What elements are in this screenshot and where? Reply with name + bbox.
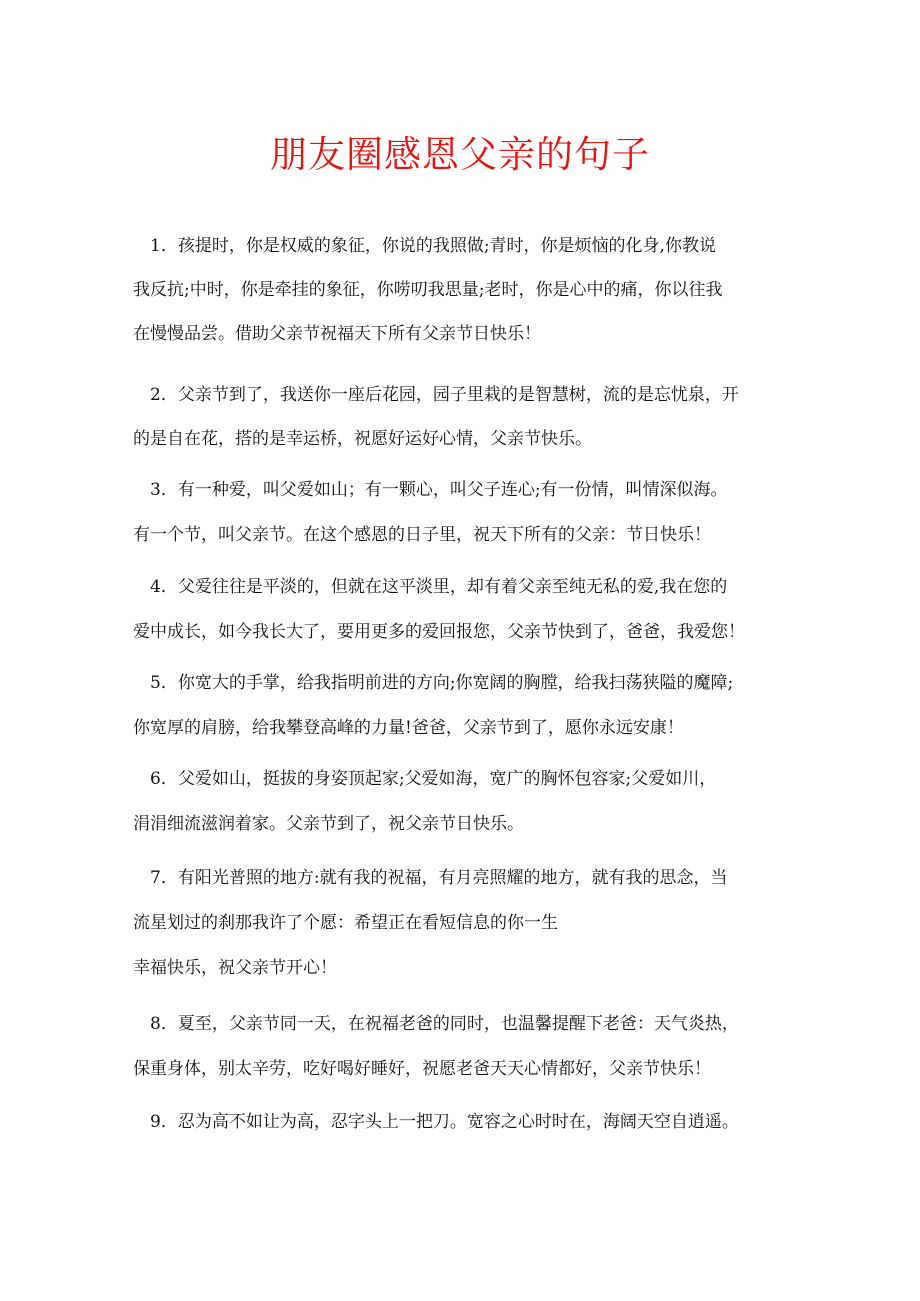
list-item-8	[133, 1014, 803, 1079]
list-item-7	[133, 868, 803, 978]
document-title: 朋友圈感恩父亲的句子	[270, 133, 650, 176]
item-8-line-1: 8．夏至，父亲节同一天，在祝福老爸的同时，也温馨提醒下老爸：天气炎热，	[133, 1014, 739, 1034]
item-2-line-2: 的是自在花，搭的是幸运桥，祝愿好运好心情，父亲节快乐。	[133, 429, 592, 449]
item-1-line-2: 我反抗;中时，你是牵挂的象征，你唠叨我思量;老时，你是心中的痛，你以往我	[133, 280, 723, 300]
list-item-2	[133, 385, 803, 449]
item-4-line-1: 4．父爱往往是平淡的，但就在这平淡里，却有着父亲至纯无私的爱,我在您的	[133, 577, 728, 597]
list-item-5	[133, 673, 803, 738]
item-8-line-2: 保重身体，别太辛劳，吃好喝好睡好，祝愿老爸天天心情都好，父亲节快乐！	[133, 1059, 711, 1079]
item-7-line-2: 流星划过的刹那我许了个愿：希望正在看短信息的你一生	[133, 913, 558, 933]
list-item-1	[133, 236, 803, 344]
list-item-3	[133, 480, 803, 545]
list-item-9	[133, 1112, 803, 1132]
item-5-line-2: 你宽厚的肩膀，给我攀登高峰的力量!爸爸，父亲节到了，愿你永远安康！	[133, 718, 684, 738]
item-7-line-1: 7．有阳光普照的地方:就有我的祝福，有月亮照耀的地方，就有我的思念，当	[133, 868, 728, 888]
item-4-line-2: 爱中成长，如今我长大了，要用更多的爱回报您，父亲节快到了，爸爸，我爱您！	[133, 622, 745, 642]
item-1-line-3: 在慢慢品尝。借助父亲节祝福天下所有父亲节日快乐！	[133, 324, 541, 344]
list-item-6	[133, 769, 803, 834]
item-5-line-1: 5．你宽大的手掌，给我指明前进的方向;你宽阔的胸膛，给我扫荡狭隘的魔障;	[133, 673, 734, 693]
list-item-4	[133, 577, 803, 642]
item-6-line-1: 6．父爱如山，挺拔的身姿顶起家;父爱如海，宽广的胸怀包容家;父爱如川，	[133, 769, 717, 789]
item-7-line-3: 幸福快乐，祝父亲节开心！	[133, 958, 337, 978]
item-3-line-1: 3．有一种爱，叫父爱如山；有一颗心，叫父子连心;有一份情，叫情深似海。	[133, 480, 728, 500]
item-3-line-2: 有一个节，叫父亲节。在这个感恩的日子里，祝天下所有的父亲：节日快乐！	[133, 525, 711, 545]
item-1-line-1: 1．孩提时，你是权威的象征，你说的我照做;青时，你是烦恼的化身,你教说	[133, 236, 716, 256]
item-9-line-1: 9．忍为高不如让为高，忍字头上一把刀。宽容之心时时在，海阔天空自逍遥。	[133, 1112, 739, 1132]
item-6-line-2: 涓涓细流滋润着家。父亲节到了，祝父亲节日快乐。	[133, 814, 524, 834]
item-2-line-1: 2．父亲节到了，我送你一座后花园，园子里栽的是智慧树，流的是忘忧泉，开	[133, 385, 739, 405]
